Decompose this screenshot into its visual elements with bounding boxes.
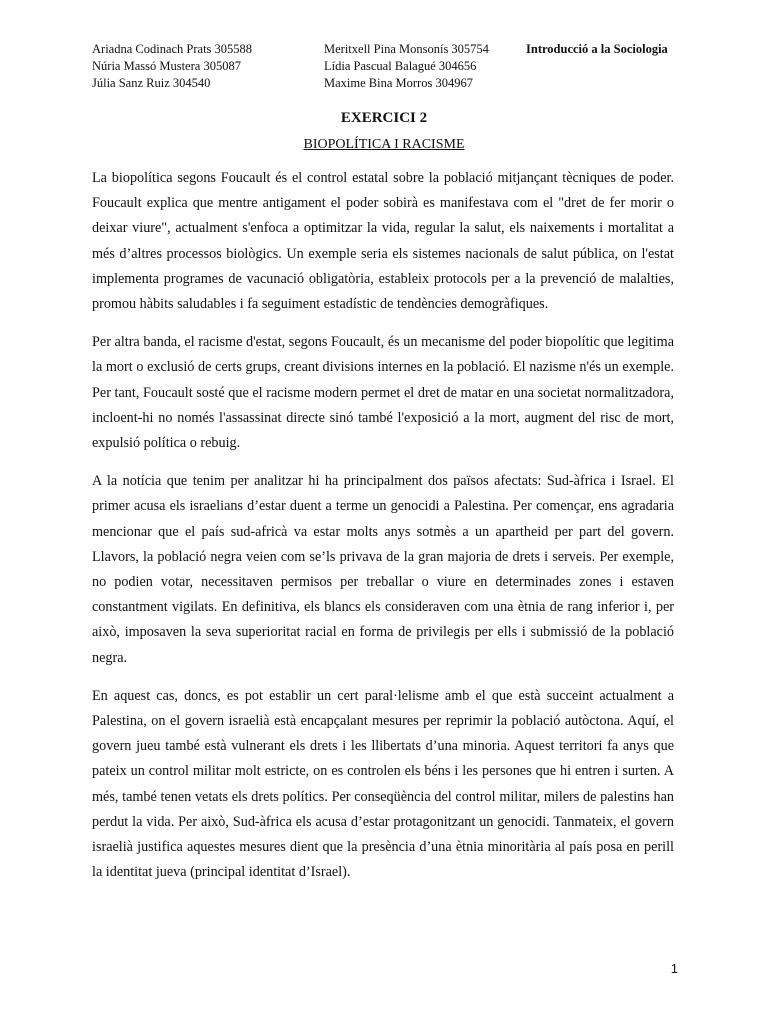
header-authors-column-1 (92, 41, 252, 92)
author-name: Maxime Bina Morros 304967 (324, 76, 473, 90)
author-name: Lídia Pascual Balagué 304656 (324, 59, 477, 73)
author-name: Ariadna Codinach Prats 305588 (92, 42, 253, 56)
header-authors-column-2 (324, 41, 489, 92)
document-subtitle: BIOPOLÍTICA I RACISME (303, 137, 465, 152)
paragraph: Per altra banda, el racisme d'estat, segons Foucault, és un mecanisme del poder biopolític que legitima la mort o exclusió de certs grups, creant divisions internes en la població. El nazisme n'és un exemple. Per tant, Foucault sosté que el racisme modern permet el dret de matar en una societat normalitzadora, incloent-hi no només l'assassinat directe sinó també l'exposició a la mort, augment del risc de mort, expulsió política o rebuig. (92, 334, 674, 452)
header-course (526, 41, 668, 58)
author-name: Núria Massó Mustera 305087 (92, 59, 241, 73)
paragraph: A la notícia que tenim per analitzar hi ha principalment dos països afectats: Sud-àfrica i Israel. El primer acusa els israelians d’estar duent a terme un genocidi a Palestina. Per començar, ens agradaria mencionar que el país sud-africà va estar molts anys sotmès a un apartheid per part del govern. Llavors, la població negra veien com se’ls privava de la gran majoria de drets i serveis. Per exemple, no podien votar, necessitaven permisos per treballar o viure en determinades zones i estaven constantment vigilats. En definitiva, els blancs els consideraven com una ètnia de rang inferior i, per això, imposaven la seva superioritat racial en forma de privilegis per ells i submissió de la població negra. (92, 473, 674, 666)
page-number: 1 (670, 961, 678, 976)
document-title: EXERCICI 2 (340, 110, 428, 126)
course-name: Introducció a la Sociologia (526, 42, 668, 56)
document-body (92, 166, 674, 898)
author-name: Júlia Sanz Ruiz 304540 (92, 76, 211, 90)
paragraph: En aquest cas, doncs, es pot establir un cert paral·lelisme amb el que està succeint actualment a Palestina, on el govern israelià està encapçalant mesures per reprimir la població autòctona. Aquí, el govern jueu també està vulnerant els drets i les llibertats d’una minoria. Aquest territori fa anys que pateix un control militar molt estricte, on es controlen els béns i les persones que hi entren i surten. A més, també tenen vetats els drets polítics. Per conseqüència del control militar, milers de palestins han perdut la vida. Per això, Sud-àfrica els acusa d’estar protagonitzant un genocidi. Tanmateix, el govern israelià justifica aquestes mesures dient que la presència d’una ètnia minoritària al país posa en perill la identitat jueva (principal identitat d’Israel). (92, 687, 674, 881)
paragraph: La biopolítica segons Foucault és el control estatal sobre la població mitjançant tècniques de poder. Foucault explica que mentre antigament el poder sobirà es manifestava com el "dret de fer morir o deixar viure", actualment s'enfoca a optimitzar la vida, regular la salut, els naixements i mortalitat a més d’altres processos biològics. Un exemple seria els sistemes nacionals de salut pública, on l'estat implementa programes de vacunació obligatòria, estableix protocols per a la prevenció de malalties, promou hàbits saludables i fa seguiment estadístic de tendències demogràfiques. (92, 170, 674, 313)
author-name: Meritxell Pina Monsonís 305754 (324, 42, 489, 56)
